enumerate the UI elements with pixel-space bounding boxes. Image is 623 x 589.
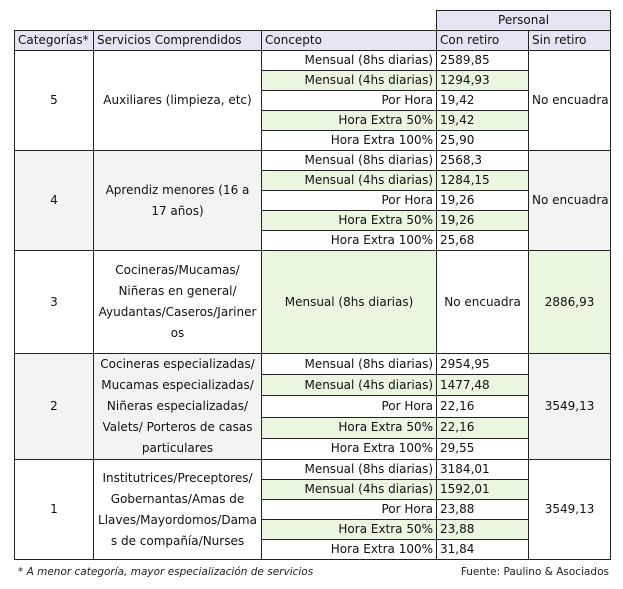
servicio-cell: Auxiliares (limpieza, etc) — [94, 51, 262, 151]
header-sin-retiro: Sin retiro — [529, 31, 611, 51]
concepto-cell: Por Hora — [262, 91, 437, 111]
categoria-cell: 1 — [15, 460, 94, 560]
sin-retiro-cell: 2886,93 — [529, 251, 611, 354]
sin-retiro-cell: No encuadra — [529, 151, 611, 251]
concepto-cell: Mensual (8hs diarias) — [262, 354, 437, 375]
concepto-cell: Hora Extra 50% — [262, 520, 437, 540]
header-con-retiro: Con retiro — [437, 31, 529, 51]
con-retiro-cell: 19,42 — [437, 111, 529, 131]
table-row — [15, 151, 611, 171]
con-retiro-cell: 2954,95 — [437, 354, 529, 375]
con-retiro-cell: 22,16 — [437, 417, 529, 438]
concepto-cell: Hora Extra 100% — [262, 231, 437, 251]
servicio-cell: Aprendiz menores (16 a 17 años) — [94, 151, 262, 251]
con-retiro-cell: 31,84 — [437, 540, 529, 560]
concepto-cell: Hora Extra 50% — [262, 211, 437, 231]
con-retiro-cell: 2589,85 — [437, 51, 529, 71]
table-row — [15, 460, 611, 480]
footnote: * A menor categoría, mayor especialización de servicios — [18, 566, 314, 578]
con-retiro-cell: 19,26 — [437, 211, 529, 231]
con-retiro-cell: 1294,93 — [437, 71, 529, 91]
header-personal: Personal — [437, 11, 611, 31]
table-super-header-row — [15, 11, 611, 31]
con-retiro-cell: No encuadra — [437, 251, 529, 354]
table-row — [15, 251, 611, 354]
concepto-cell: Mensual (4hs diarias) — [262, 171, 437, 191]
con-retiro-cell: 22,16 — [437, 396, 529, 417]
con-retiro-cell: 19,42 — [437, 91, 529, 111]
table-row — [15, 51, 611, 71]
header-servicios: Servicios Comprendidos — [94, 31, 262, 51]
concepto-cell: Mensual (4hs diarias) — [262, 71, 437, 91]
concepto-cell: Por Hora — [262, 191, 437, 211]
con-retiro-cell: 23,88 — [437, 500, 529, 520]
source-note: Fuente: Paulino & Asociados — [460, 566, 609, 578]
header-categoria: Categorías* — [15, 31, 94, 51]
header-concepto: Concepto — [262, 31, 437, 51]
concepto-cell: Mensual (8hs diarias) — [262, 151, 437, 171]
concepto-cell: Mensual (8hs diarias) — [262, 460, 437, 480]
table-header-row — [15, 31, 611, 51]
categoria-cell: 5 — [15, 51, 94, 151]
servicio-cell: Institutrices/Preceptores/ Gobernantas/Amas de Llaves/Mayordomos/Dama s de compañía/Nurses — [94, 460, 262, 560]
table-row — [15, 354, 611, 375]
servicio-cell: Cocineras/Mucamas/ Niñeras en general/ Ayudantas/Caseros/Jariner os — [94, 251, 262, 354]
concepto-cell: Mensual (8hs diarias) — [262, 51, 437, 71]
salary-table — [14, 10, 611, 560]
con-retiro-cell: 2568,3 — [437, 151, 529, 171]
con-retiro-cell: 1592,01 — [437, 480, 529, 500]
con-retiro-cell: 25,90 — [437, 131, 529, 151]
categoria-cell: 3 — [15, 251, 94, 354]
concepto-cell: Hora Extra 50% — [262, 111, 437, 131]
servicio-cell: Cocineras especializadas/ Mucamas especializadas/ Niñeras especializadas/ Valets/ Porteros de casas particulares — [94, 354, 262, 460]
categoria-cell: 2 — [15, 354, 94, 460]
sin-retiro-cell: 3549,13 — [529, 460, 611, 560]
con-retiro-cell: 29,55 — [437, 438, 529, 459]
con-retiro-cell: 3184,01 — [437, 460, 529, 480]
concepto-cell: Mensual (4hs diarias) — [262, 375, 437, 396]
con-retiro-cell: 25,68 — [437, 231, 529, 251]
concepto-cell: Por Hora — [262, 396, 437, 417]
concepto-cell: Hora Extra 100% — [262, 131, 437, 151]
con-retiro-cell: 1477,48 — [437, 375, 529, 396]
concepto-cell: Hora Extra 100% — [262, 438, 437, 459]
con-retiro-cell: 1284,15 — [437, 171, 529, 191]
concepto-cell: Por Hora — [262, 500, 437, 520]
concepto-cell: Mensual (8hs diarias) — [262, 251, 437, 354]
concepto-cell: Mensual (4hs diarias) — [262, 480, 437, 500]
con-retiro-cell: 23,88 — [437, 520, 529, 540]
concepto-cell: Hora Extra 50% — [262, 417, 437, 438]
sin-retiro-cell: No encuadra — [529, 51, 611, 151]
sin-retiro-cell: 3549,13 — [529, 354, 611, 460]
con-retiro-cell: 19,26 — [437, 191, 529, 211]
categoria-cell: 4 — [15, 151, 94, 251]
blank-cell — [15, 11, 437, 31]
concepto-cell: Hora Extra 100% — [262, 540, 437, 560]
